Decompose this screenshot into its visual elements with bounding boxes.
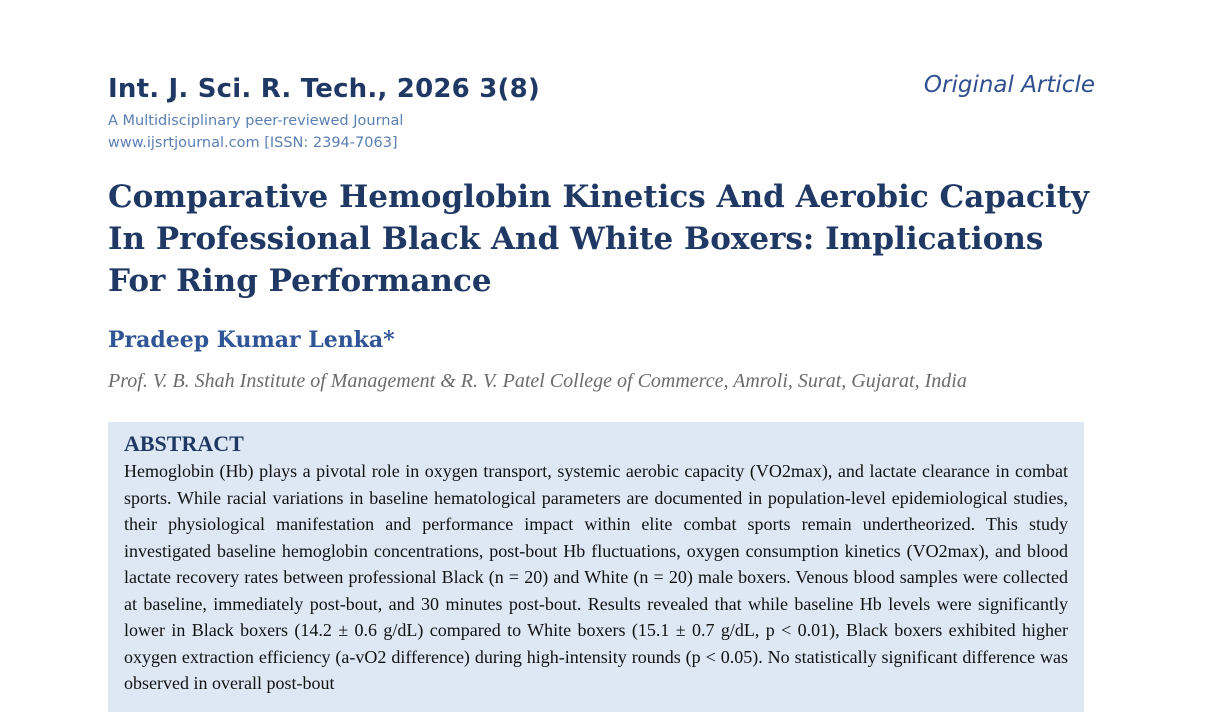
abstract-box [108,422,1084,712]
journal-title: Int. J. Sci. R. Tech., 2026 3(8) [108,74,540,104]
journal-website-issn: www.ijsrtjournal.com [ISSN: 2394-7063] [108,135,398,151]
abstract-heading: ABSTRACT [124,431,244,456]
journal-subtitle: A Multidisciplinary peer-reviewed Journal [108,113,404,129]
author-affiliation: Prof. V. B. Shah Institute of Management & R. V. Patel College of Commerce, Amroli, Surat, Gujarat, India [108,370,967,392]
abstract-text: Hemoglobin (Hb) plays a pivotal role in oxygen transport, systemic aerobic capacity (VO2max), and lactate clearance in combat sports. While racial variations in baseline hematological parameters are documented in population-level epidemiological studies, their physiological manifestation and performance impact within elite combat sports remain undertheorized. This study investigated baseline hemoglobin concentrations, post-bout Hb fluctuations, oxygen consumption kinetics (VO2max), and blood lactate recovery rates between professional Black (n = 20) and White (n = 20) male boxers. Venous blood samples were collected at baseline, immediately post-bout, and 30 minutes post-bout. Results revealed that while baseline Hb levels were significantly lower in Black boxers (14.2 ± 0.6 g/dL) compared to White boxers (15.1 ± 0.7 g/dL, p < 0.01), Black boxers exhibited higher oxygen extraction efficiency (a-vO2 difference) during high-intensity rounds (p < 0.05). No statistically significant difference was observed in overall post-bout [124,461,1068,693]
author-name: Pradeep Kumar Lenka* [108,327,395,353]
paper-title: Comparative Hemoglobin Kinetics And Aerobic Capacity In Professional Black And White Boxers: Implications For Ring Performance [108,179,1090,299]
article-type: Original Article [923,72,1095,98]
